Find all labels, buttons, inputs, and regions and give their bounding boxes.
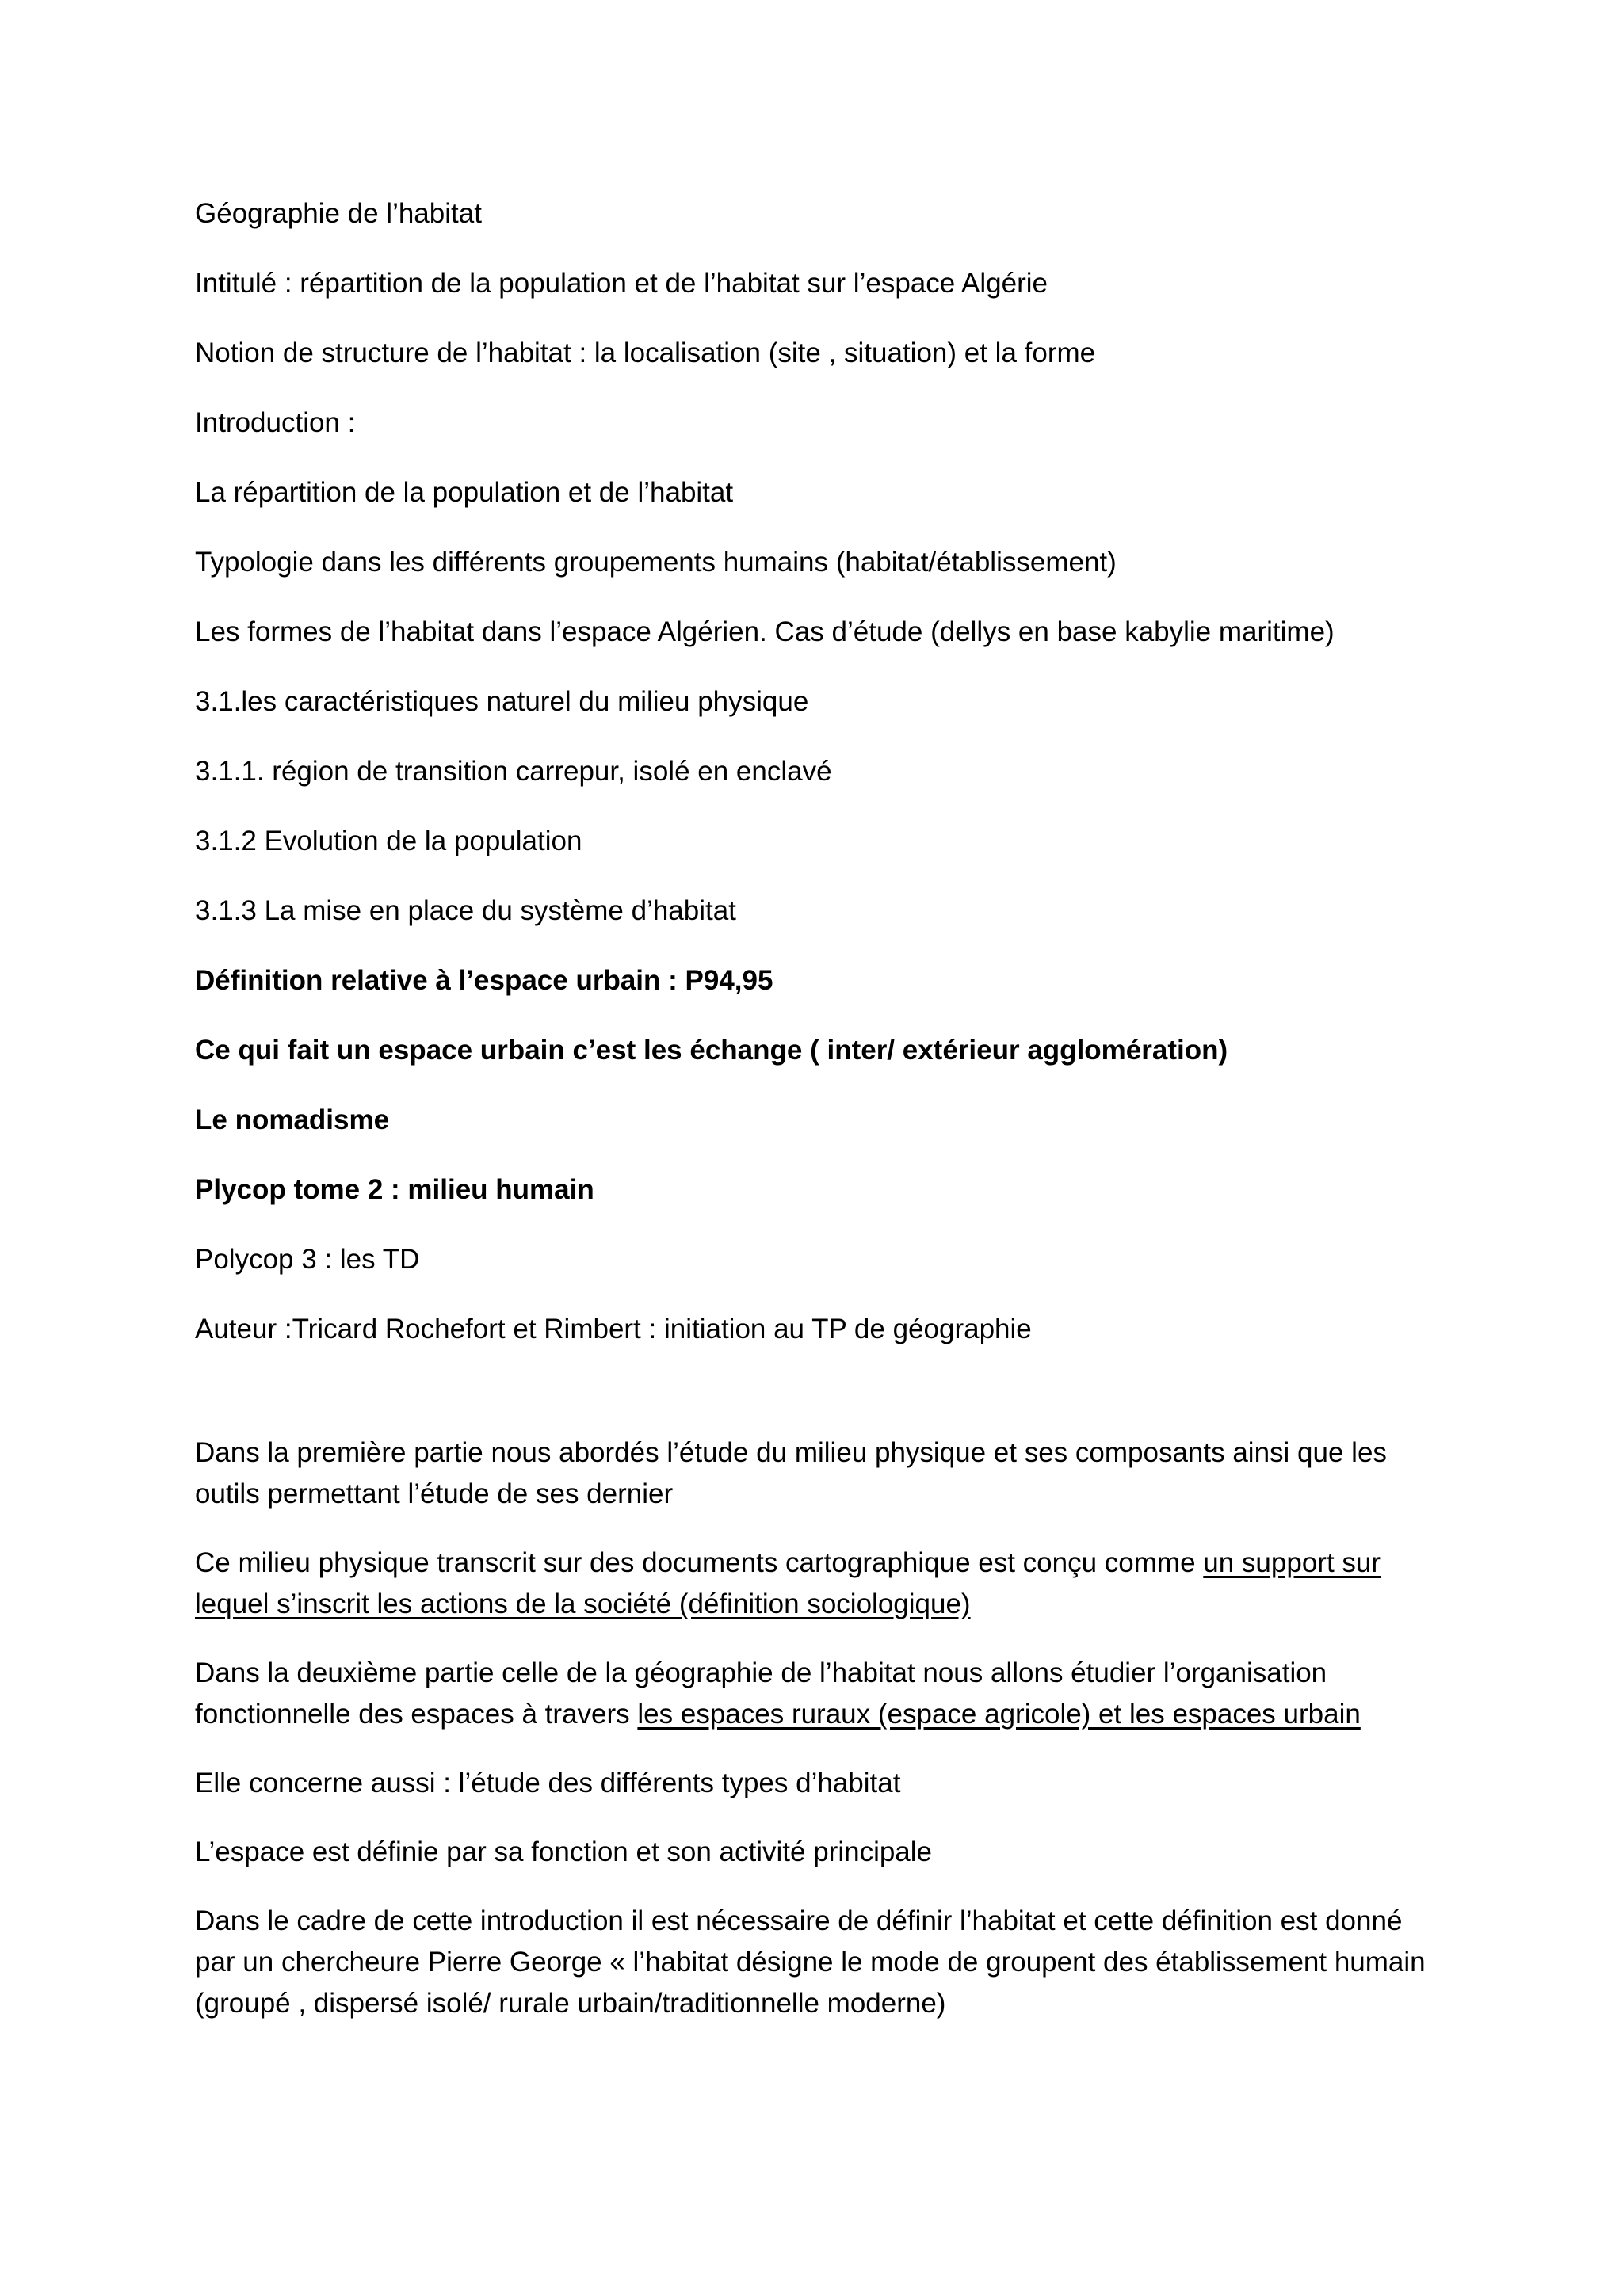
notion-line: Notion de structure de l’habitat : la localisation (site , situation) et la forme (195, 338, 1096, 368)
body-paragraph: Elle concerne aussi : l’étude des différents types d’habitat (195, 1768, 901, 1798)
document-body (195, 193, 1447, 2052)
document-title: Géographie de l’habitat (195, 198, 482, 229)
reference-line: Auteur :Tricard Rochefort et Rimbert : initiation au TP de géographie (195, 1314, 1032, 1344)
body-paragraph (195, 1543, 1447, 1625)
outline-item: La répartition de la population et de l’habitat (195, 477, 734, 508)
bold-note: Ce qui fait un espace urbain c’est les échange ( inter/ extérieur agglomération) (195, 1035, 1228, 1066)
bold-note: Le nomadisme (195, 1104, 390, 1135)
body-paragraph (195, 1653, 1447, 1735)
body-paragraph: Dans la première partie nous abordés l’étude du milieu physique et ses composants ainsi que les outils permettant l’étude de ses dernier (195, 1437, 1387, 1509)
bold-note: Définition relative à l’espace urbain : P94,95 (195, 965, 773, 996)
section-gap (195, 1379, 1447, 1432)
body-paragraph: Dans le cadre de cette introduction il est nécessaire de définir l’habitat et cette définition est donné par un chercheure Pierre George « l’habitat désigne le mode de groupent des établissement humain (groupé , dispersé isolé/ rurale urbain/traditionnelle moderne) (195, 1905, 1426, 2019)
outline-item: Typologie dans les différents groupements humains (habitat/établissement) (195, 547, 1117, 578)
bold-note: Plycop tome 2 : milieu humain (195, 1174, 594, 1205)
underlined-text: les espaces ruraux (espace agricole) et les espaces urbain (637, 1699, 1361, 1730)
paragraph-text: Dans la deuxième partie celle de la géographie de l’habitat nous allons étudier l’organisation fonctionnelle des espaces à travers (195, 1657, 1327, 1730)
body-paragraph: L’espace est définie par sa fonction et son activité principale (195, 1836, 933, 1867)
outline-item: 3.1.les caractéristiques naturel du milieu physique (195, 686, 809, 717)
outline-item: 3.1.3 La mise en place du système d’habitat (195, 895, 736, 926)
outline-item: 3.1.1. région de transition carrepur, isolé en enclavé (195, 756, 832, 787)
underlined-text: un support sur lequel s’inscrit les actions de la société (définition sociologique) (195, 1547, 1381, 1619)
outline-item: 3.1.2 Evolution de la population (195, 826, 582, 856)
paragraph-text: Ce milieu physique transcrit sur des documents cartographique est conçu comme (195, 1547, 1204, 1578)
outline-item: Les formes de l’habitat dans l’espace Algérien. Cas d’étude (dellys en base kabylie maritime) (195, 616, 1335, 647)
course-heading: Intitulé : répartition de la population et de l’habitat sur l’espace Algérie (195, 268, 1048, 299)
reference-line: Polycop 3 : les TD (195, 1244, 420, 1275)
introduction-heading: Introduction : (195, 407, 356, 438)
